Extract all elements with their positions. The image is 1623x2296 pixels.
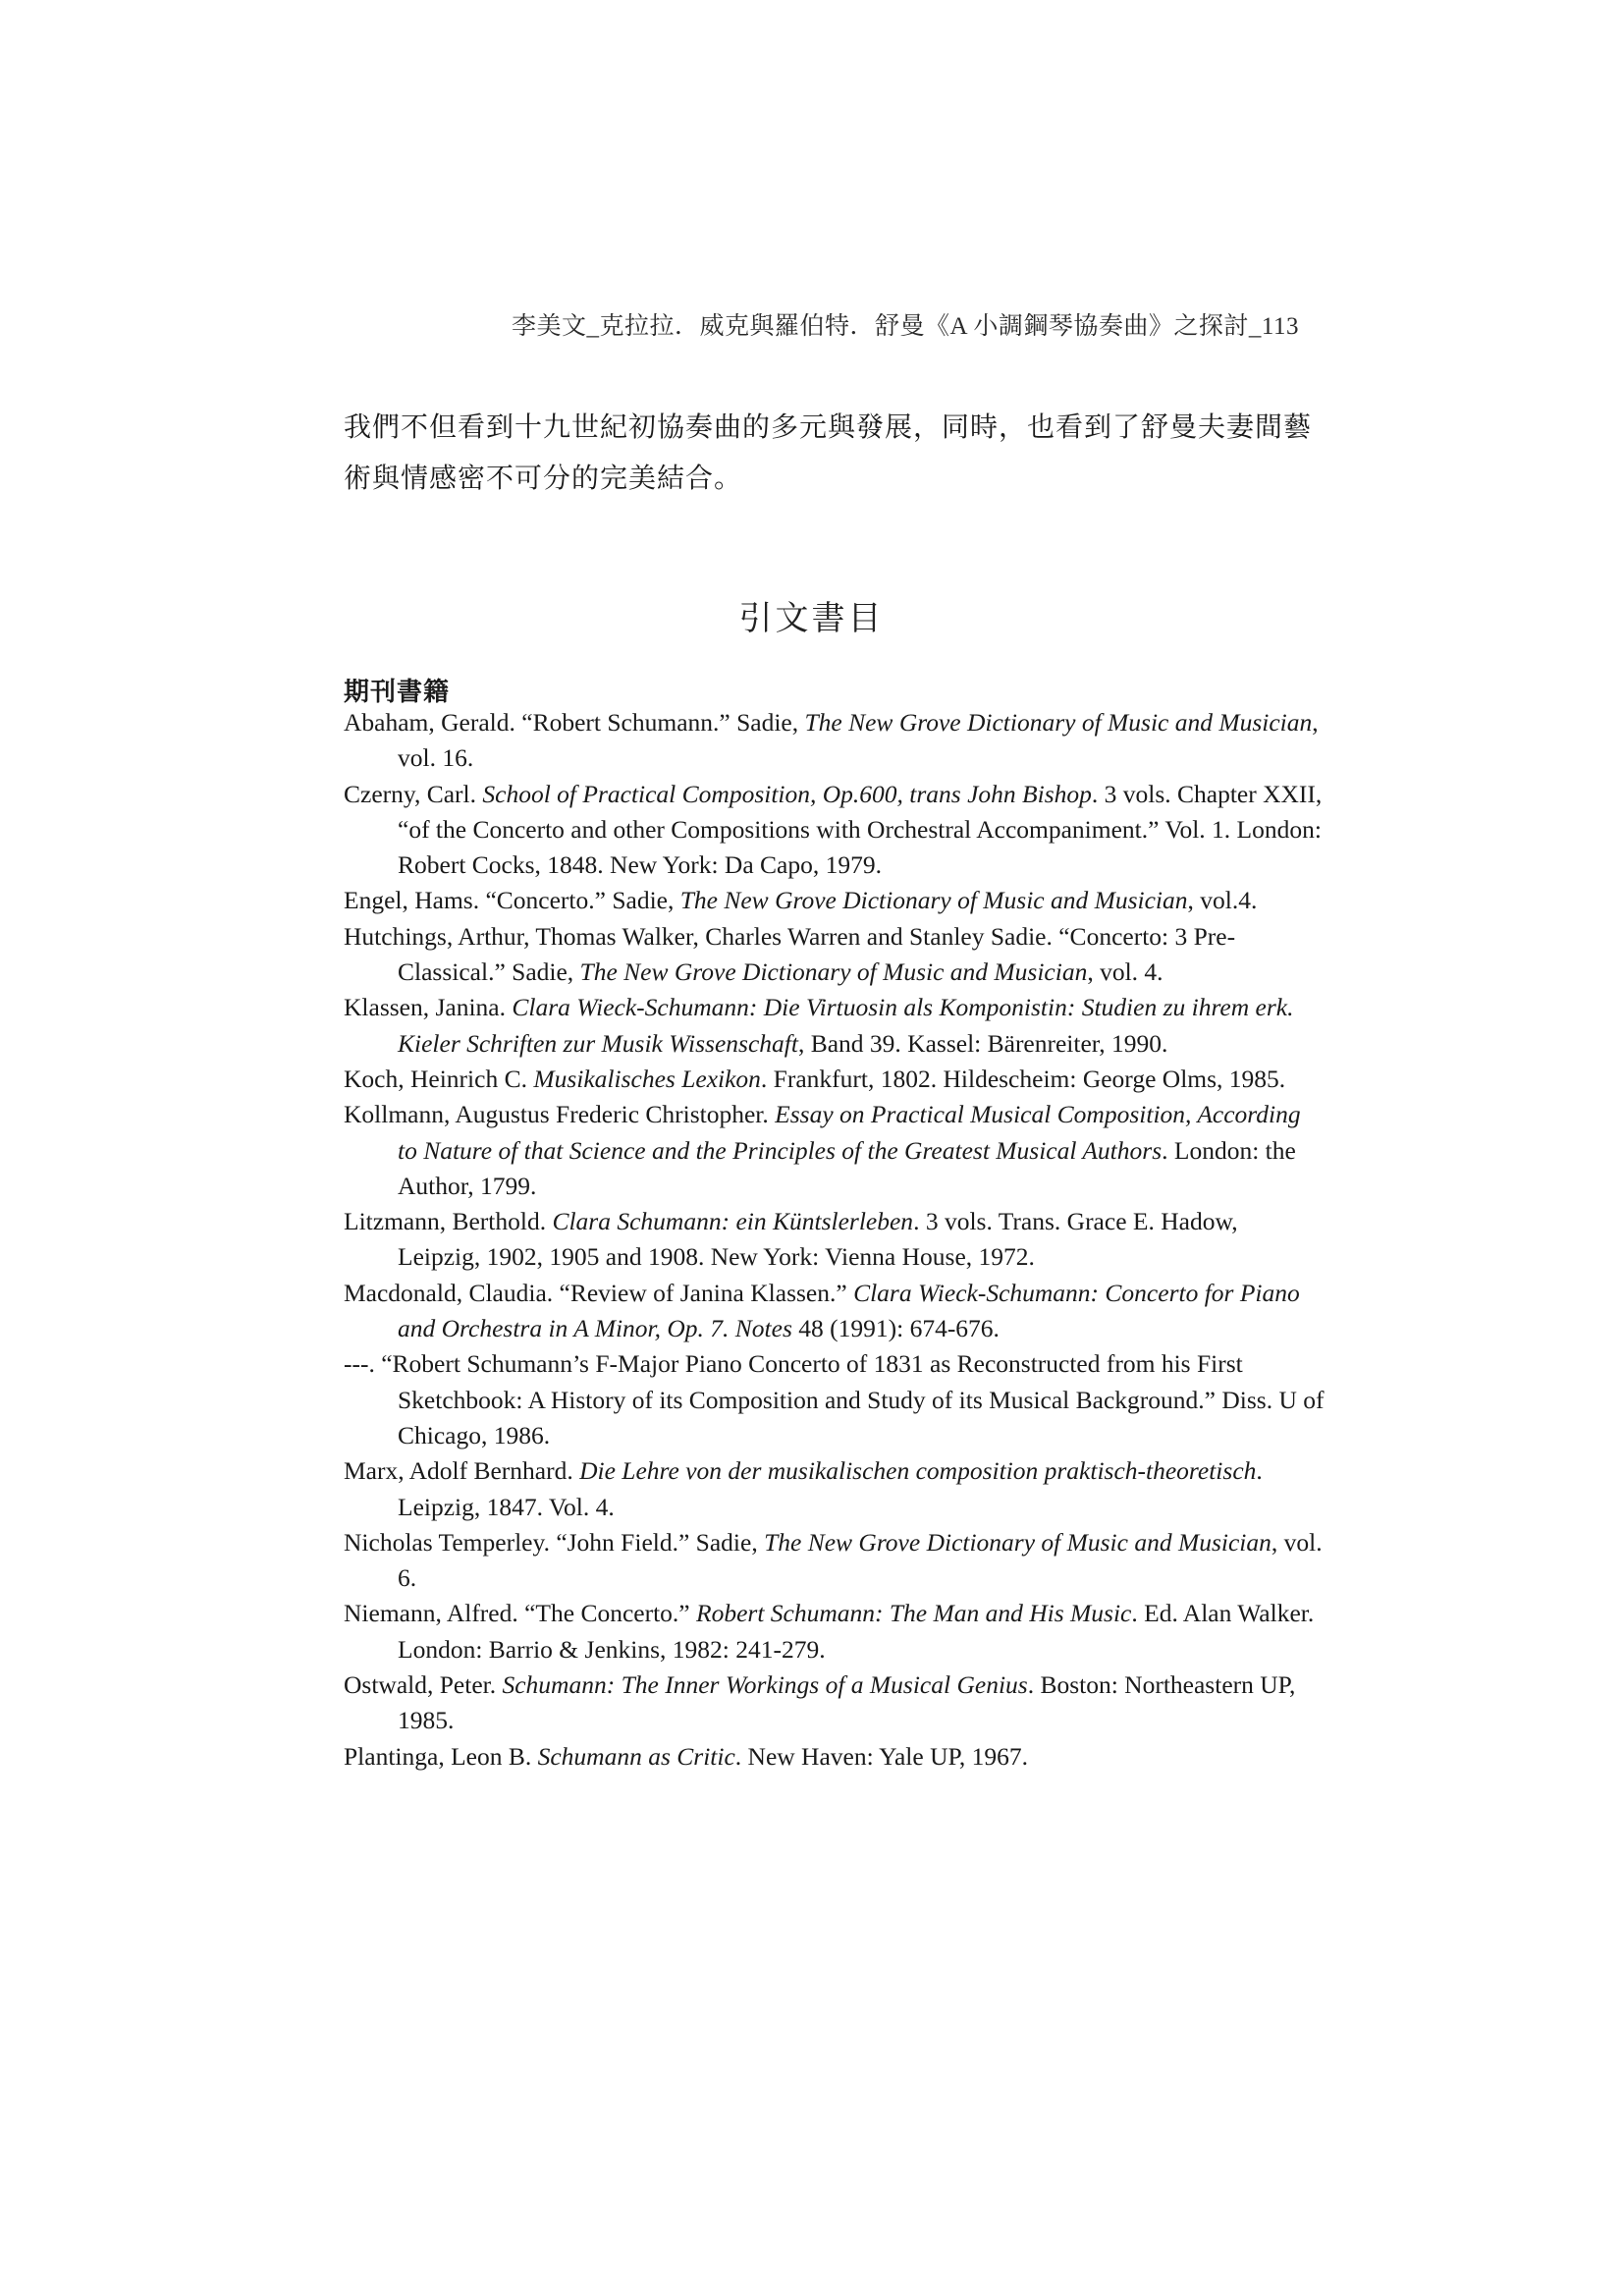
entry-text: . New Haven: Yale UP, 1967. — [734, 1741, 1028, 1771]
entry-text: . Boston: Northeastern UP, 1985. — [398, 1670, 1296, 1735]
bibliography-entry — [344, 1667, 1325, 1739]
entry-title-italic: Schumann as Critic — [537, 1741, 735, 1771]
subheading-journals-books: 期刊書籍 — [344, 678, 451, 707]
entry-text: Hutchings, Arthur, Thomas Walker, Charles Warren and Stanley Sadie. “Concerto: 3 Pre-Classical.” Sadie, — [344, 921, 1236, 987]
entry-title-italic: School of Practical Composition, Op.600, trans John Bishop — [482, 779, 1092, 808]
bibliography-entry — [344, 1596, 1325, 1667]
entry-title-italic: Clara Wieck-Schumann: Concerto for Piano and Orchestra in A Minor, Op. 7. Notes — [398, 1278, 1300, 1343]
entry-text: 48 (1991): 674-676. — [791, 1314, 1000, 1343]
bibliography-entry — [344, 1739, 1325, 1775]
entry-title-italic: Musikalisches Lexikon — [533, 1064, 761, 1093]
bibliography-list — [344, 705, 1325, 1775]
bibliography-entry — [344, 705, 1325, 777]
section-title: 引文書目 — [738, 601, 885, 637]
entry-text: Czerny, Carl. — [344, 779, 483, 808]
entry-text: Nicholas Temperley. “John Field.” Sadie, — [344, 1527, 765, 1557]
entry-text: Kollmann, Augustus Frederic Christopher. — [344, 1100, 776, 1129]
bibliography-entry — [344, 919, 1325, 991]
entry-text: Klassen, Janina. — [344, 993, 513, 1022]
entry-title-italic: The New Grove Dictionary of Music and Musician — [764, 1527, 1271, 1557]
bibliography-entry — [344, 1453, 1325, 1525]
running-head: 李美文_克拉拉．威克與羅伯特．舒曼《A 小調鋼琴協奏曲》之探討_113 — [512, 313, 1299, 340]
entry-text: . London: the Author, 1799. — [398, 1135, 1296, 1200]
entry-title-italic: Die Lehre von der musikalischen composition praktisch-theoretisch — [579, 1456, 1257, 1486]
bibliography-entry — [344, 1062, 1325, 1097]
entry-title-italic: Schumann: The Inner Workings of a Musical Genius — [502, 1670, 1028, 1700]
entry-text: , vol. 16. — [398, 708, 1319, 773]
entry-text: Koch, Heinrich C. — [344, 1064, 534, 1093]
bibliography-entry — [344, 990, 1325, 1062]
entry-text: . Leipzig, 1847. Vol. 4. — [398, 1456, 1263, 1521]
entry-text: . 3 vols. Trans. Grace E. Hadow, Leipzig, 1902, 1905 and 1908. New York: Vienna House, 1972. — [398, 1207, 1238, 1272]
entry-title-italic: Robert Schumann: The Man and His Music — [696, 1599, 1132, 1628]
entry-text: Macdonald, Claudia. “Review of Janina Klassen.” — [344, 1278, 854, 1307]
bibliography-entry — [344, 777, 1325, 884]
entry-title-italic: The New Grove Dictionary of Music and Musician — [804, 708, 1313, 737]
entry-text: , vol. 6. — [398, 1527, 1323, 1593]
bibliography-entry — [344, 883, 1325, 918]
bibliography-entry — [344, 1525, 1325, 1597]
intro-paragraph: 我們不但看到十九世紀初協奏曲的多元與發展，同時，也看到了舒曼夫妻間藝術與情感密不可分的完美結合。 — [344, 412, 1313, 494]
entry-text: , vol.4. — [1187, 886, 1258, 915]
entry-text: Engel, Hams. “Concerto.” Sadie, — [344, 886, 680, 915]
bibliography-entry — [344, 1097, 1325, 1204]
entry-text: ---. “Robert Schumann’s F-Major Piano Concerto of 1831 as Reconstructed from his First Sketchbook: A History of its Composition and Study of its Musical Background.” Diss. U of Chicago, 1986. — [344, 1349, 1325, 1449]
entry-text: , vol. 4. — [1087, 957, 1163, 987]
bibliography-entry — [344, 1276, 1325, 1347]
entry-text: . 3 vols. Chapter XXII, “of the Concerto and other Compositions with Orchestral Accompaniment.” Vol. 1. London: Robert Cocks, 1848. New York: Da Capo, 1979. — [398, 779, 1323, 880]
entry-text: . Frankfurt, 1802. Hildescheim: George Olms, 1985. — [760, 1064, 1286, 1093]
entry-title-italic: The New Grove Dictionary of Music and Musician — [579, 957, 1088, 987]
entry-title-italic: The New Grove Dictionary of Music and Musician — [679, 886, 1188, 915]
entry-text: Plantinga, Leon B. — [344, 1741, 538, 1771]
entry-text: Litzmann, Berthold. — [344, 1207, 553, 1236]
entry-text: . Ed. Alan Walker. London: Barrio & Jenkins, 1982: 241-279. — [398, 1599, 1315, 1664]
entry-title-italic: Clara Schumann: ein Küntslerleben — [552, 1207, 914, 1236]
entry-title-italic: Essay on Practical Musical Composition, According to Nature of that Science and the Principles of the Greatest Musical Authors — [398, 1100, 1301, 1165]
bibliography-entry — [344, 1346, 1325, 1453]
entry-text: Ostwald, Peter. — [344, 1670, 503, 1700]
bibliography-entry — [344, 1204, 1325, 1276]
entry-text: Niemann, Alfred. “The Concerto.” — [344, 1599, 696, 1628]
entry-text: , Band 39. Kassel: Bärenreiter, 1990. — [797, 1028, 1168, 1058]
entry-text: Abaham, Gerald. “Robert Schumann.” Sadie, — [344, 708, 805, 737]
entry-title-italic: Clara Wieck-Schumann: Die Virtuosin als Komponistin: Studien zu ihrem erk. Kieler Schriften zur Musik Wissenschaft — [398, 993, 1294, 1058]
entry-text: Marx, Adolf Bernhard. — [344, 1456, 580, 1486]
